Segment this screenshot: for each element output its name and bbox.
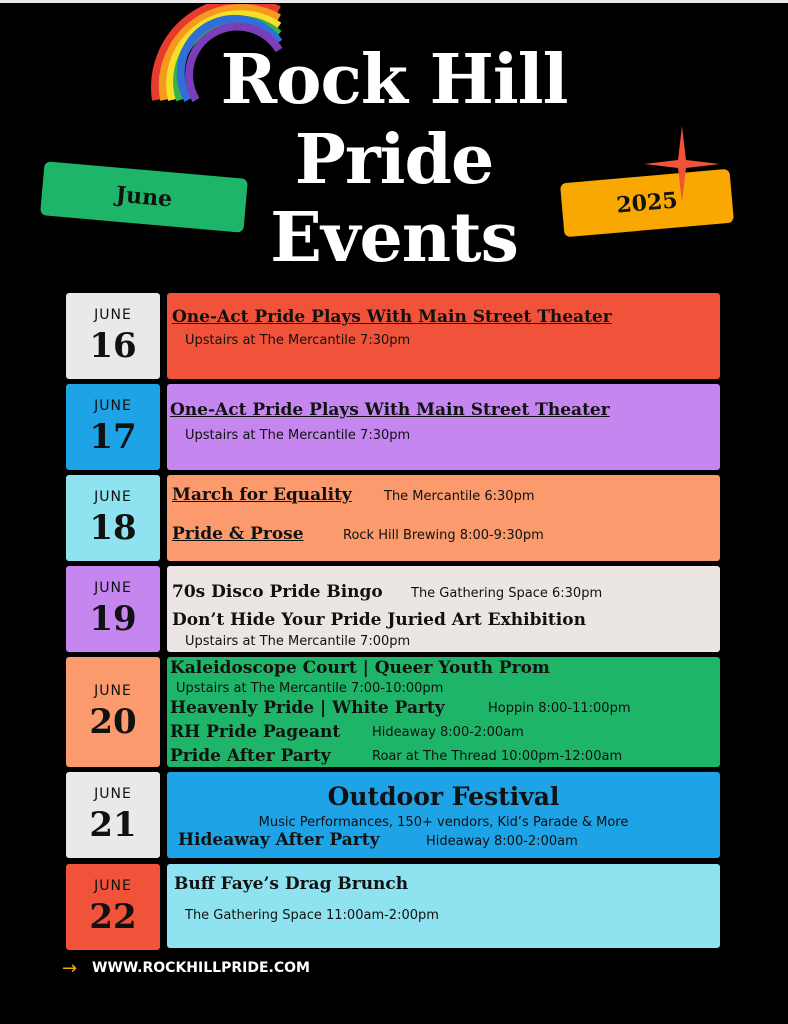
title-line-1: Rock Hill (220, 40, 568, 120)
date-month: JUNE (94, 786, 132, 802)
event-title[interactable]: Pride & Prose (172, 524, 304, 544)
event-title[interactable]: One-Act Pride Plays With Main Street Theater (172, 307, 612, 327)
date-month: JUNE (94, 878, 132, 894)
date-june-19 (66, 566, 160, 652)
date-month: JUNE (94, 580, 132, 596)
date-june-16 (66, 293, 160, 379)
event-detail: Hideaway 8:00-2:00am (426, 834, 578, 849)
event-title[interactable]: Hideaway After Party (178, 830, 380, 850)
event-detail: The Gathering Space 11:00am-2:00pm (185, 908, 439, 923)
event-detail: Music Performances, 150+ vendors, Kid’s Parade & More (258, 815, 629, 830)
date-day: 21 (89, 805, 137, 845)
event-title[interactable]: Heavenly Pride | White Party (170, 698, 445, 718)
event-detail: Upstairs at The Mercantile 7:00pm (185, 634, 411, 649)
date-june-18 (66, 475, 160, 561)
date-month: JUNE (94, 683, 132, 699)
date-day: 22 (89, 897, 137, 937)
date-day: 16 (89, 326, 137, 366)
title-line-2: Pride (294, 120, 494, 200)
event-detail: Upstairs at The Mercantile 7:30pm (185, 333, 411, 348)
event-title[interactable]: One-Act Pride Plays With Main Street Theater (170, 400, 610, 420)
date-june-21 (66, 772, 160, 858)
date-day: 20 (89, 702, 137, 742)
arrow-right-icon: → (62, 958, 78, 979)
month-tag: June (40, 161, 248, 233)
date-day: 17 (89, 417, 137, 457)
event-detail: Rock Hill Brewing 8:00-9:30pm (343, 528, 544, 543)
event-title[interactable]: March for Equality (172, 485, 352, 505)
sparkle-icon (640, 122, 724, 206)
year-tag: 2025 (560, 169, 734, 238)
event-title[interactable]: Buff Faye’s Drag Brunch (174, 874, 409, 894)
date-june-22 (66, 864, 160, 950)
event-detail: Upstairs at The Mercantile 7:30pm (185, 428, 411, 443)
event-detail: Hideaway 8:00-2:00am (372, 725, 524, 740)
title-line-3: Events (270, 198, 518, 278)
event-title[interactable]: Outdoor Festival (327, 782, 560, 811)
events-june-19 (167, 566, 720, 652)
date-june-17 (66, 384, 160, 470)
date-day: 19 (89, 599, 137, 639)
event-title[interactable]: Pride After Party (170, 746, 331, 766)
events-june-21 (167, 772, 720, 858)
event-title[interactable]: Kaleidoscope Court | Queer Youth Prom (170, 658, 550, 678)
date-month: JUNE (94, 307, 132, 323)
events-june-22 (167, 864, 720, 948)
event-detail: The Gathering Space 6:30pm (411, 586, 603, 601)
event-detail: Roar at The Thread 10:00pm-12:00am (372, 749, 623, 764)
date-month: JUNE (94, 489, 132, 505)
date-day: 18 (89, 508, 137, 548)
top-border (0, 0, 788, 3)
events-june-17 (167, 384, 720, 470)
event-title[interactable]: 70s Disco Pride Bingo (172, 582, 383, 602)
events-june-16 (167, 293, 720, 379)
event-detail: Hoppin 8:00-11:00pm (488, 701, 631, 716)
event-title[interactable]: Don’t Hide Your Pride Juried Art Exhibition (172, 610, 586, 630)
event-detail: The Mercantile 6:30pm (384, 489, 535, 504)
events-june-20 (167, 657, 720, 767)
event-detail: Upstairs at The Mercantile 7:00-10:00pm (176, 681, 444, 696)
website-link[interactable]: WWW.ROCKHILLPRIDE.COM (92, 960, 310, 976)
event-title[interactable]: RH Pride Pageant (170, 722, 341, 742)
date-june-20 (66, 657, 160, 767)
date-month: JUNE (94, 398, 132, 414)
events-june-18 (167, 475, 720, 561)
